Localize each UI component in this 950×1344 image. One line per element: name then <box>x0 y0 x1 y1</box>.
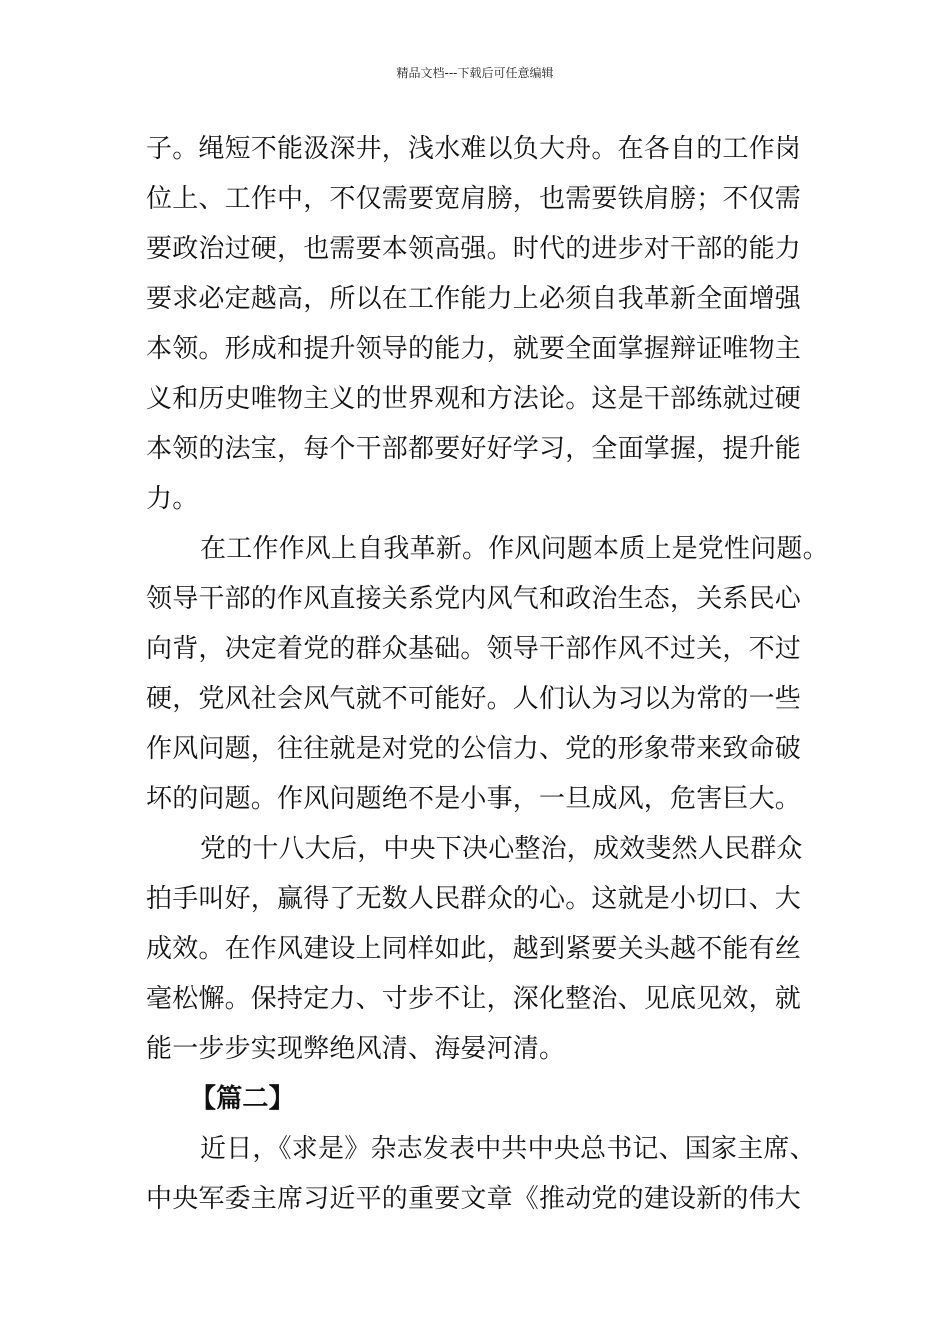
text-line: 力。 <box>146 484 199 514</box>
text-line: 毫松懈。保持定力、寸步不让，深化整治、见底见效，就 <box>146 984 802 1014</box>
text-line: 向背，决定着党的群众基础。领导干部作风不过关，不过 <box>146 634 802 664</box>
text-line: 本领的法宝，每个干部都要好好学习，全面掌握，提升能 <box>146 434 802 464</box>
text-line: 要政治过硬，也需要本领高强。时代的进步对干部的能力 <box>146 234 802 264</box>
text-line: 本领。形成和提升领导的能力，就要全面掌握辩证唯物主 <box>146 334 802 364</box>
text-line: 中央军委主席习近平的重要文章《推动党的建设新的伟大 <box>146 1184 802 1214</box>
text-line: 拍手叫好，赢得了无数人民群众的心。这就是小切口、大 <box>146 884 802 914</box>
paragraph-first-line: 党的十八大后，中央下决心整治，成效斐然人民群众 <box>200 834 803 864</box>
text-line: 坏的问题。作风问题绝不是小事，一旦成风，危害巨大。 <box>146 784 802 814</box>
text-line: 成效。在作风建设上同样如此，越到紧要关头越不能有丝 <box>146 934 802 964</box>
page-header: 精品文档---下载后可任意编辑 <box>396 66 554 80</box>
text-line: 领导干部的作风直接关系党内风气和政治生态，关系民心 <box>146 584 802 614</box>
text-line: 硬，党风社会风气就不可能好。人们认为习以为常的一些 <box>146 684 802 714</box>
text-line: 义和历史唯物主义的世界观和方法论。这是干部练就过硬 <box>146 384 802 414</box>
text-line: 能一步步实现弊绝风清、海晏河清。 <box>146 1034 566 1064</box>
section-title: 【篇二】 <box>190 1084 295 1114</box>
paragraph-first-line: 近日，《求是》杂志发表中共中央总书记、国家主席、 <box>200 1134 816 1164</box>
text-line: 作风问题，往往就是对党的公信力、党的形象带来致命破 <box>146 734 802 764</box>
document-body <box>146 124 829 1224</box>
text-line: 子。绳短不能汲深井，浅水难以负大舟。在各自的工作岗 <box>146 134 802 164</box>
text-line: 要求必定越高，所以在工作能力上必须自我革新全面增强 <box>146 284 802 314</box>
text-line: 位上、工作中，不仅需要宽肩膀，也需要铁肩膀；不仅需 <box>146 184 802 214</box>
paragraph-first-line: 在工作作风上自我革新。作风问题本质上是党性问题。 <box>200 534 829 564</box>
